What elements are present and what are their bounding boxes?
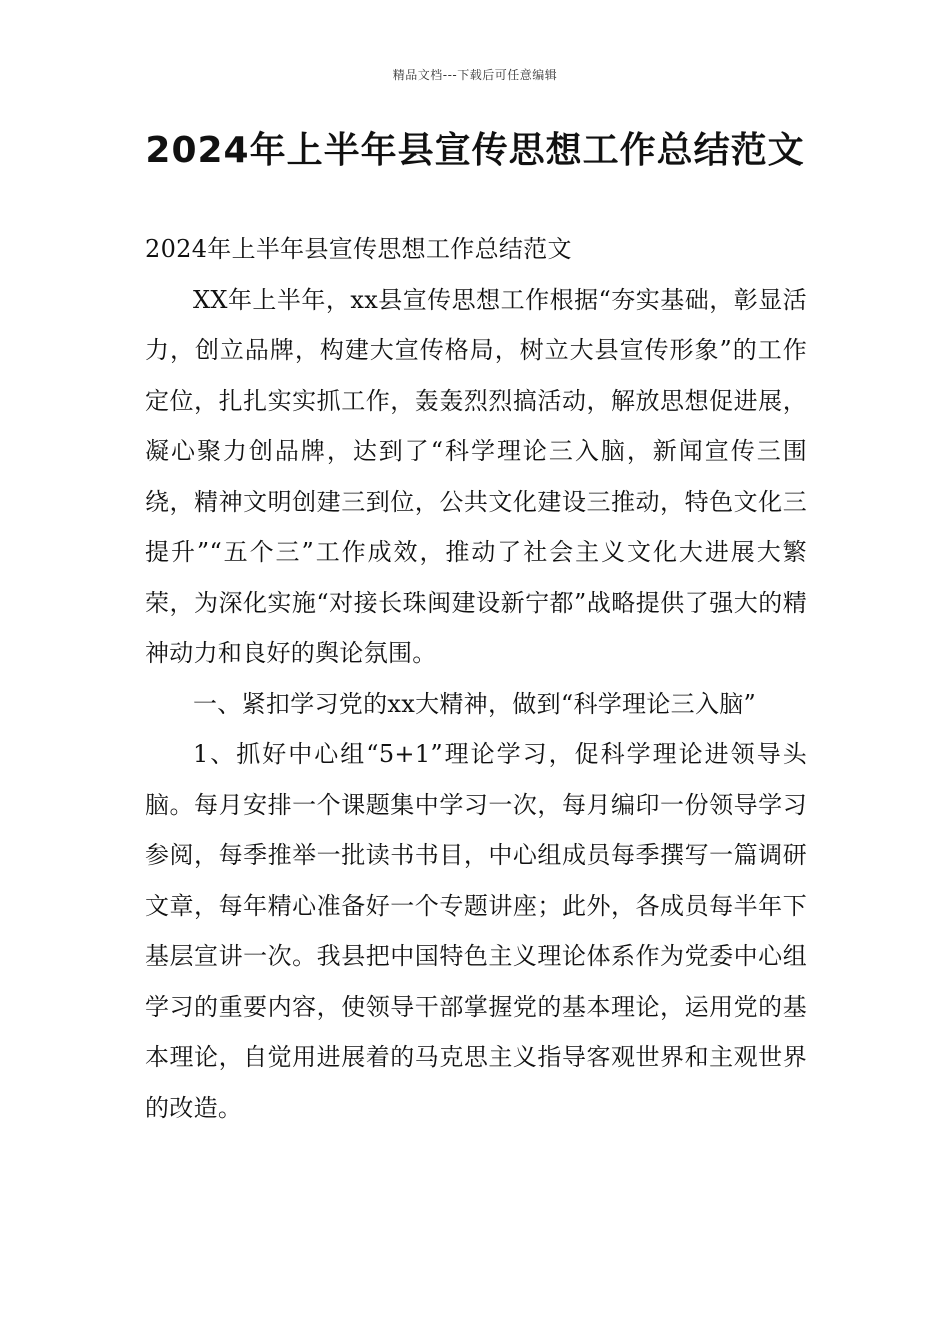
document-body (145, 224, 807, 1133)
body-paragraph-intro: XX年上半年，xx县宣传思想工作根据“夯实基础，彰显活力，创立品牌，构建大宣传格局，树立大县宣传形象”的工作定位，扎扎实实抓工作，轰轰烈烈搞活动，解放思想促进展，凝心聚力创品牌，达到了“科学理论三入脑，新闻宣传三围绕，精神文明创建三到位，公共文化建设三推动，特色文化三提升”“五个三”工作成效，推动了社会主义文化大进展大繁荣，为深化实施“对接长珠闽建设新宁都”战略提供了强大的精神动力和良好的舆论氛围。 (145, 285, 807, 667)
body-paragraph-item-1: 1、抓好中心组“5+1”理论学习，促科学理论进领导头脑。每月安排一个课题集中学习一次，每月编印一份领导学习参阅，每季推举一批读书书目，中心组成员每季撰写一篇调研文章，每年精心准备好一个专题讲座；此外，各成员每半年下基层宣讲一次。我县把中国特色主义理论体系作为党委中心组学习的重要内容，使领导干部掌握党的基本理论，运用党的基本理论，自觉用进展着的马克思主义指导客观世界和主观世界的改造。 (145, 740, 807, 1122)
section-heading-1: 一、紧扣学习党的xx大精神，做到“科学理论三入脑” (193, 689, 757, 718)
header-note: 精品文档---下载后可任意编辑 (392, 68, 558, 82)
body-subtitle: 2024年上半年县宣传思想工作总结范文 (145, 235, 572, 263)
document-title: 2024年上半年县宣传思想工作总结范文 (145, 130, 805, 171)
